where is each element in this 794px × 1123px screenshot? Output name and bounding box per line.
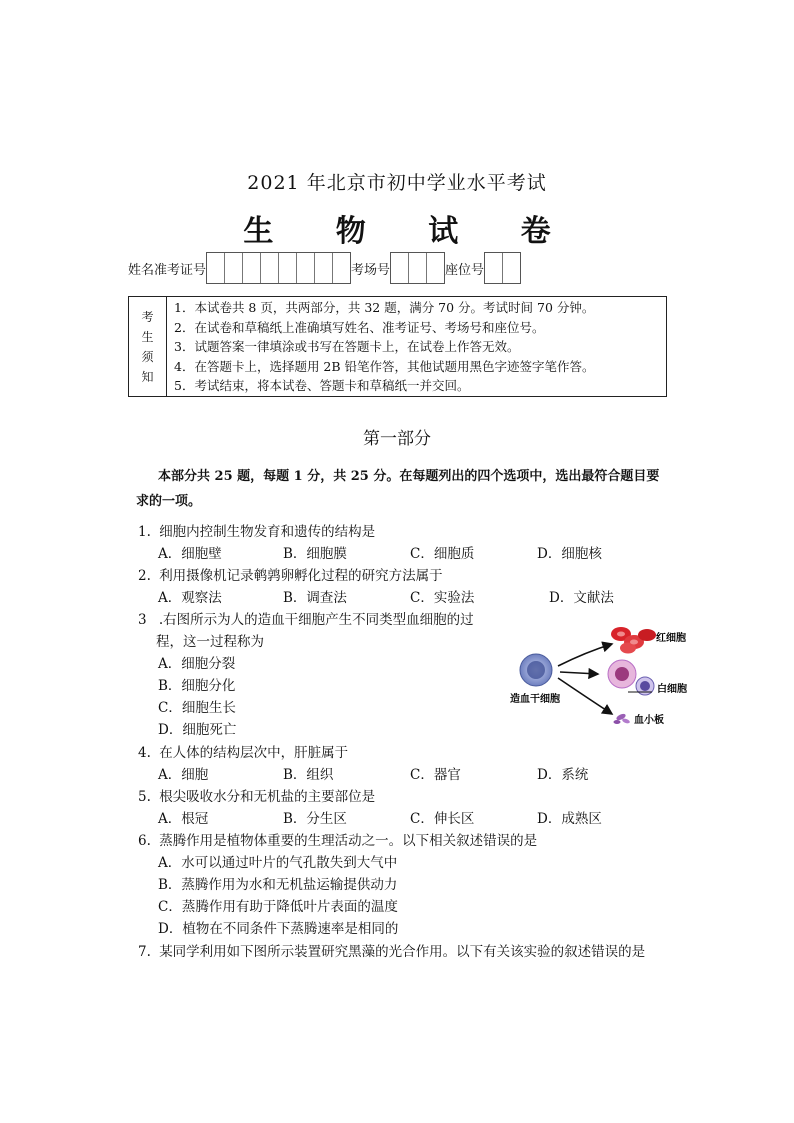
arrow-to-red-cells [558, 644, 612, 666]
arrow-to-platelets [558, 678, 612, 714]
exam-title: 2021 年北京市初中学业水平考试 [247, 172, 547, 194]
question-3 [138, 608, 474, 628]
notice-item: 4．在答题卡上，选择题用 2B 铅笔作答，其他试题用黑色字迹签字笔作答。 [174, 358, 595, 374]
option[interactable]: B．细胞分化 [158, 678, 236, 694]
notice-item: 3．试题答案一律填涂或书写在答题卡上，在试卷上作答无效。 [174, 339, 520, 354]
question-5 [138, 785, 375, 805]
question-number: 1. [138, 524, 151, 540]
question-number: 5. [138, 789, 151, 805]
question-stem: .右图所示为人的造血干细胞产生不同类型血细胞的过 [158, 612, 474, 628]
option[interactable]: A．细胞 [158, 767, 209, 783]
option[interactable]: C．器官 [410, 767, 461, 783]
blood-cell-diagram-svg [506, 622, 696, 737]
candidate-info-row [128, 252, 521, 284]
option[interactable]: A．水可以通过叶片的气孔散失到大气中 [158, 855, 398, 871]
option[interactable]: B．分生区 [283, 811, 347, 827]
notice-item: 1．本试卷共 8 页，共两部分，共 32 题，满分 70 分。考试时间 70 分钟。 [174, 300, 595, 315]
question-number: 3 [138, 612, 147, 628]
notice-item: 2．在试卷和草稿纸上准确填写姓名、准考证号、考场号和座位号。 [174, 319, 545, 335]
question-stem: 在人体的结构层次中，肝脏属于 [159, 745, 349, 761]
question-number: 4. [138, 745, 151, 761]
stem-cell-icon [520, 654, 552, 686]
option[interactable]: D．系统 [537, 767, 589, 783]
exam-room-boxes[interactable] [390, 252, 445, 284]
question-stem: 蒸腾作用是植物体重要的生理活动之一。以下相关叙述错误的是 [159, 833, 538, 849]
notice-label [129, 297, 167, 396]
option[interactable]: C．实验法 [410, 590, 475, 606]
question-7 [138, 940, 645, 960]
question-stem: 细胞内控制生物发育和遗传的结构是 [159, 524, 376, 540]
option[interactable]: D．细胞死亡 [158, 722, 237, 738]
seat-label: 座位号 [445, 262, 485, 278]
section-intro: 本部分共 25 题，每题 1 分，共 25 分。在每题列出的四个选项中，选出最符合题目要求的一项。 [136, 469, 660, 509]
name-label: 姓名 [128, 262, 155, 278]
stem-cell-label: 造血干细胞 [510, 694, 560, 705]
exam-number-boxes[interactable] [206, 252, 351, 284]
question-2 [138, 564, 443, 584]
notice-label-char: 考 [141, 309, 154, 324]
option[interactable]: B．调查法 [283, 590, 347, 606]
option[interactable]: B．蒸腾作用为水和无机盐运输提供动力 [158, 877, 398, 893]
seat-boxes[interactable] [484, 252, 521, 284]
option[interactable]: A．根冠 [158, 811, 209, 827]
red-cell-label: 红细胞 [656, 633, 686, 644]
option[interactable]: C．细胞生长 [158, 700, 236, 716]
exam-room-label: 考场号 [351, 262, 391, 278]
option[interactable]: D．植物在不同条件下蒸腾速率是相同的 [158, 921, 399, 937]
option[interactable]: A．细胞壁 [158, 546, 222, 562]
white-cell-label: 白细胞 [657, 684, 687, 695]
question-stem: 根尖吸收水分和无机盐的主要部位是 [159, 789, 376, 805]
question-number: 6. [138, 833, 151, 849]
red-blood-cells-icon [611, 627, 656, 654]
question-6 [138, 829, 537, 849]
question-number: 2. [138, 568, 151, 584]
platelets-icon [614, 713, 631, 725]
option[interactable]: B．组织 [283, 767, 334, 783]
platelet-label: 血小板 [634, 715, 664, 726]
notice-label-char: 生 [141, 329, 154, 344]
option[interactable]: C．蒸腾作用有助于降低叶片表面的温度 [158, 899, 398, 915]
section-title: 第一部分 [363, 429, 431, 449]
option[interactable]: A．细胞分裂 [158, 656, 236, 672]
arrow-to-white-cells [560, 672, 598, 674]
question-stem-cont: 程，这一过程称为 [156, 634, 264, 650]
option[interactable]: D．成熟区 [537, 811, 602, 827]
question-stem: 利用摄像机记录鹌鹑卵孵化过程的研究方法属于 [159, 568, 443, 584]
notice-label-char: 知 [141, 369, 154, 384]
notice-items [167, 297, 666, 396]
candidate-notice-box [128, 296, 667, 397]
question-4 [138, 741, 348, 761]
blood-cell-diagram [506, 622, 696, 737]
notice-label-char: 须 [141, 349, 154, 364]
option[interactable]: D．文献法 [549, 590, 614, 606]
exam-number-label: 准考证号 [154, 262, 207, 278]
option[interactable]: C．细胞质 [410, 546, 475, 562]
paper-subtitle: 生 物 试 卷 [243, 214, 577, 249]
option[interactable]: B．细胞膜 [283, 546, 347, 562]
question-stem: 某同学利用如下图所示装置研究黑藻的光合作用。以下有关该实验的叙述错误的是 [159, 944, 646, 960]
option[interactable]: C．伸长区 [410, 811, 475, 827]
question-1 [138, 520, 375, 540]
notice-item: 5．考试结束，将本试卷、答题卡和草稿纸一并交回。 [174, 378, 470, 393]
question-number: 7. [138, 944, 151, 960]
option[interactable]: D．细胞核 [537, 546, 602, 562]
option[interactable]: A．观察法 [158, 590, 222, 606]
white-blood-cells-icon [608, 660, 654, 695]
